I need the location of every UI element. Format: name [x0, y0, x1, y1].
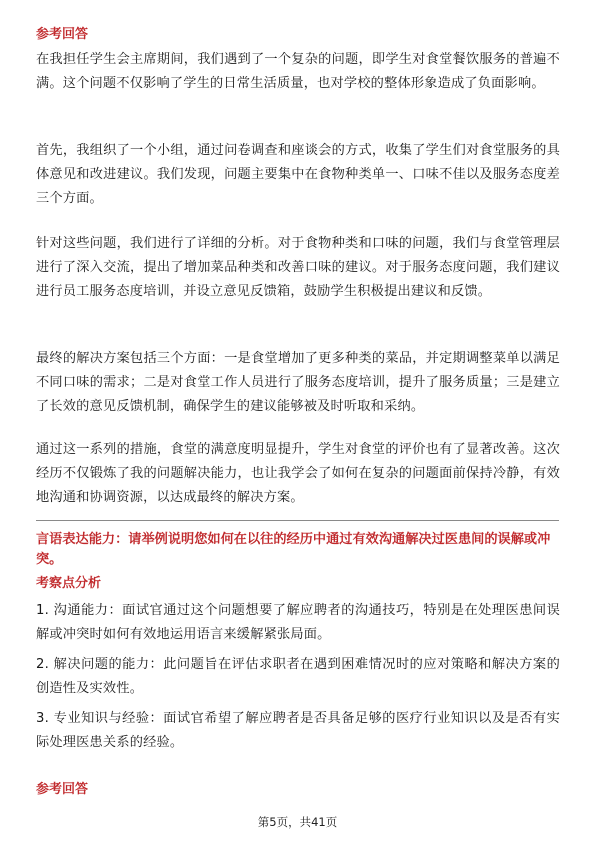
analysis-item-3: 3. 专业知识与经验：面试官希望了解应聘者是否具备足够的医疗行业知识以及是否有实际处理医患关系的经验。: [36, 711, 560, 751]
section-divider: [36, 520, 559, 521]
answer-paragraph-5: 通过这一系列的措施，食堂的满意度明显提升，学生对食堂的评价也有了显著改善。这次经历不仅锻炼了我的问题解决能力，也让我学会了如何在复杂的问题面前保持冷静，有效地沟通和协调资源，以达成最终的解决方案。: [36, 442, 560, 506]
analysis-item-2: 2. 解决问题的能力：此问题旨在评估求职者在遇到困难情况时的应对策略和解决方案的创造性及实效性。: [36, 657, 560, 697]
section-heading-reference-answer-2: 参考回答: [36, 782, 89, 797]
analysis-item-1: 1. 沟通能力：面试官通过这个问题想要了解应聘者的沟通技巧，特别是在处理医患间误解或冲突时如何有效地运用语言来缓解紧张局面。: [36, 603, 560, 643]
interview-question: 言语表达能力：请举例说明您如何在以往的经历中通过有效沟通解决过医患间的误解或冲突。: [36, 532, 551, 567]
analysis-heading: 考察点分析: [36, 576, 102, 591]
answer-paragraph-4: 最终的解决方案包括三个方面：一是食堂增加了更多种类的菜品，并定期调整菜单以满足不同口味的需求；二是对食堂工作人员进行了服务态度培训，提升了服务质量；三是建立了长效的意见反馈机制，确保学生的建议能够被及时听取和采纳。: [36, 351, 560, 415]
answer-paragraph-3: 针对这些问题，我们进行了详细的分析。对于食物种类和口味的问题，我们与食堂管理层进行了深入交流，提出了增加菜品种类和改善口味的建议。对于服务态度问题，我们建议进行员工服务态度培训，并设立意见反馈箱，鼓励学生积极提出建议和反馈。: [36, 236, 560, 300]
answer-paragraph-1: 在我担任学生会主席期间，我们遇到了一个复杂的问题，即学生对食堂餐饮服务的普遍不满。这个问题不仅影响了学生的日常生活质量，也对学校的整体形象造成了负面影响。: [36, 52, 560, 92]
section-heading-reference-answer: 参考回答: [36, 27, 89, 42]
answer-paragraph-2: 首先，我组织了一个小组，通过问卷调查和座谈会的方式，收集了学生们对食堂服务的具体意见和改进建议。我们发现，问题主要集中在食物种类单一、口味不佳以及服务态度差三个方面。: [36, 143, 560, 207]
page-number: 第5页，共41页: [257, 815, 338, 829]
